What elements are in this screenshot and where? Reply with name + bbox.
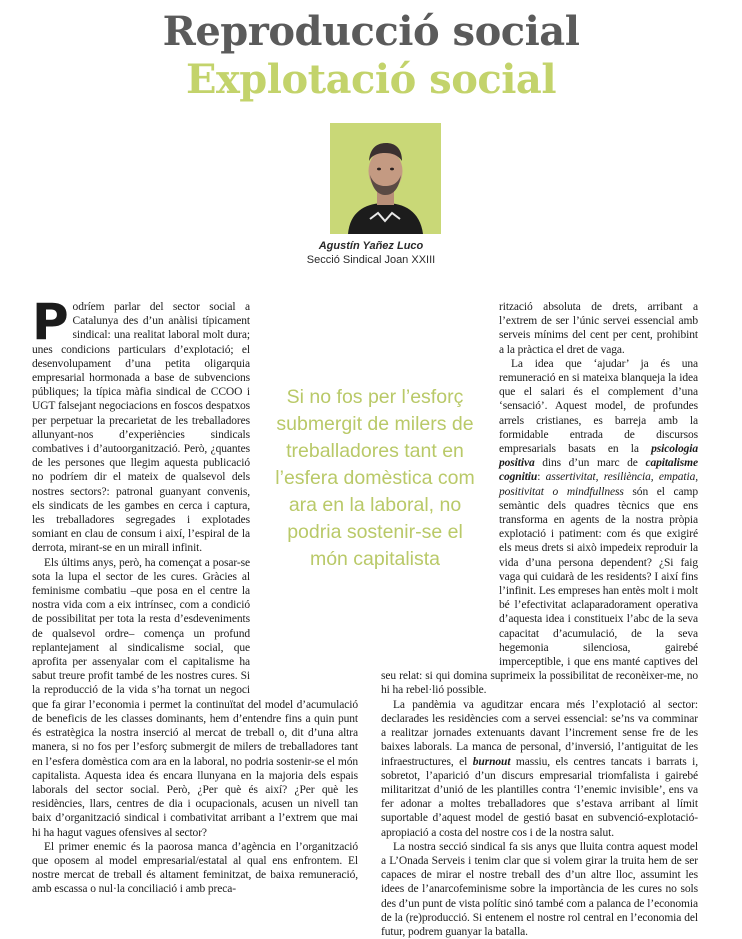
pull-quote: Si no fos per l’esforç submergit de milers de treballadores tant en l’esfera domèstica com ara en la laboral, no podria sostenir-se el món capitalista [270, 380, 480, 577]
dropcap: P [32, 293, 69, 351]
author-photo-icon [330, 123, 441, 234]
article-paragraph: La idea que ‘ajudar’ ja és una remuneració en si mateixa blanqueja la idea que el salari és el complement d’una ‘sensació’. Aquest model, de profundes arrels cristianes, es barreja amb la formidable entrada de discursos empresarials basats en la psicologia positiva dins d’un marc de capitalisme cognitiu: assertivitat, resiliència, empatia, positivitat o mindfullness són el camp semàntic dels quadres tècnics que ens transforma en agents de la nostra pròpia explotació i patiment: com és que exigiré els meus drets si això impedeix reproduir la vida d’una persona dependent? ¿Si faig vaga qui cuidarà de les residents? I així fins l’infinit. Les empreses han entès molt i molt bé l’efectivitat aclaparadorament operativa d’aquesta idea i constitueix l’abc de la seva capacitat d’acumulació, de la seva hegemonia silenciosa, gairebé imperceptible, i que ens manté captives del seu relat: si qui domina suprimeix la possibilitat de reconèixer-me, no hi ha rebel·lió possible. [381, 357, 699, 697]
author-name: Agustín Yañez Luco [318, 240, 424, 252]
article-paragraph: rització absoluta de drets, arribant a l’extrem de ser l’únic servei essencial amb serveis mínims del cent per cent, prohibint a la pràctica el dret de vaga. [499, 301, 698, 356]
article-paragraph: Podríem parlar del sector social a Catalunya des d’un anàlisi típicament sindical: una realitat laboral molt dura; unes condicions particulars d’explotació; el desenvolupament d’una petita oligarquia empresarial hormonada a base de subvencions públiques; la típica màfia sindical de CCOO i UGT falsejant negociacions en foscos despatxos per perpetuar la precarietat de les treballadores allunyant-nos d’experiències sindicals combatives i d’autoorganització. Però, ¿quantes de les persones que llegim aquesta publicació no podríem dir el mateix de qualsevol dels nostres sectors?: patronal guanyant convenis, els sindicats de les gambes en cerca i captura, les treballadores segregades i explotades somiant en clau de consum i així, l’espiral de la derrota, mirant-se en un mirall infinit. [32, 293, 250, 555]
author-section: Secció Sindical Joan XXIII [306, 254, 436, 266]
title-line-1: Reproducció social [162, 8, 580, 55]
article-paragraph: Els últims anys, però, ha començat a posar-se sota la lupa el sector de les cures. Gràcies al feminisme combatiu –que posa en el centre la nostra vida com a eix intrínsec, com a condició de possibilitat per tota la resta d’esdeveniments de qualsevol ordre– comença un profund replantejament al sindicalisme social, que aprofita per assenyalar com el capitalisme ha sabut treure profit també de les nostres cures. Si la reproducció de la vida s’ha tornat un negoci que fa girar l’economia i permet la continuïtat del model d’acumulació de beneficis de les classes dominants, hem d’entendre fins a quin punt és estratègica la nostra inserció al mercat de treball o, dit d’una altra manera, si no fos per l’esforç submergit de milers de treballadores tant en l’esfera domèstica com ara en la laboral, no podria sostenir-se el món capitalista. Aquesta idea és encara llunyana en la majoria dels espais laborals del sector social. Però, ¿Per què és així? ¿Per què les residències, llars, centres de dia i ocupacionals, acusen un nivell tan baix d’organització sindical i combativitat arribant a l’extrem que mai hi ha hagut vagues ofensives al sector? [32, 556, 358, 839]
article-paragraph: La nostra secció sindical fa sis anys que lluita contra aquest model a L’Onada Serveis i tenim clar que si volem girar la truita hem de ser capaces de mirar el nostre treball des d’un altre lloc, assumint les idees de l’anarcofeminisme sobre la importància de les cures no sols des d’un punt de vista polític sinó també com a palanca de l’economia de la (re)producció. Si entenem el nostre rol central en l’economia del futur, podrem guanyar la batalla. [381, 840, 698, 938]
article-paragraph: El primer enemic és la paorosa manca d’agència en l’organització que oposem al model empresarial/estatal al qual ens enfrontem. El nostre mercat de treball és altament feminitzat, de baixa remuneració, amb escassa o nul·la conciliació i amb preca- [32, 840, 358, 896]
author-avatar [330, 123, 441, 234]
title-line-2: Explotació social [185, 56, 557, 103]
article-paragraph: La pandèmia va aguditzar encara més l’explotació al sector: declarades les residències com a servei essencial: se’ns va comminar a realitzar jornades extenuants davant l’increment sense fre de les baixes laborals. La manca de personal, d’inversió, l’antiguitat de les infraestructures, el burnout massiu, els centres tancats i barrats i, sobretot, l’aparició d’un discurs empresarial triomfalista i gairebé militaritzat d’unió de les plantilles contra ‘l’enemic invisible’, ens va fer adonar a moltes treballadores que s’estava arribant al límit suportable d’aquest model de gestió basat en subvenció-explotació-apropiació a costa del nostre cos i de la nostra salut. [381, 698, 699, 839]
